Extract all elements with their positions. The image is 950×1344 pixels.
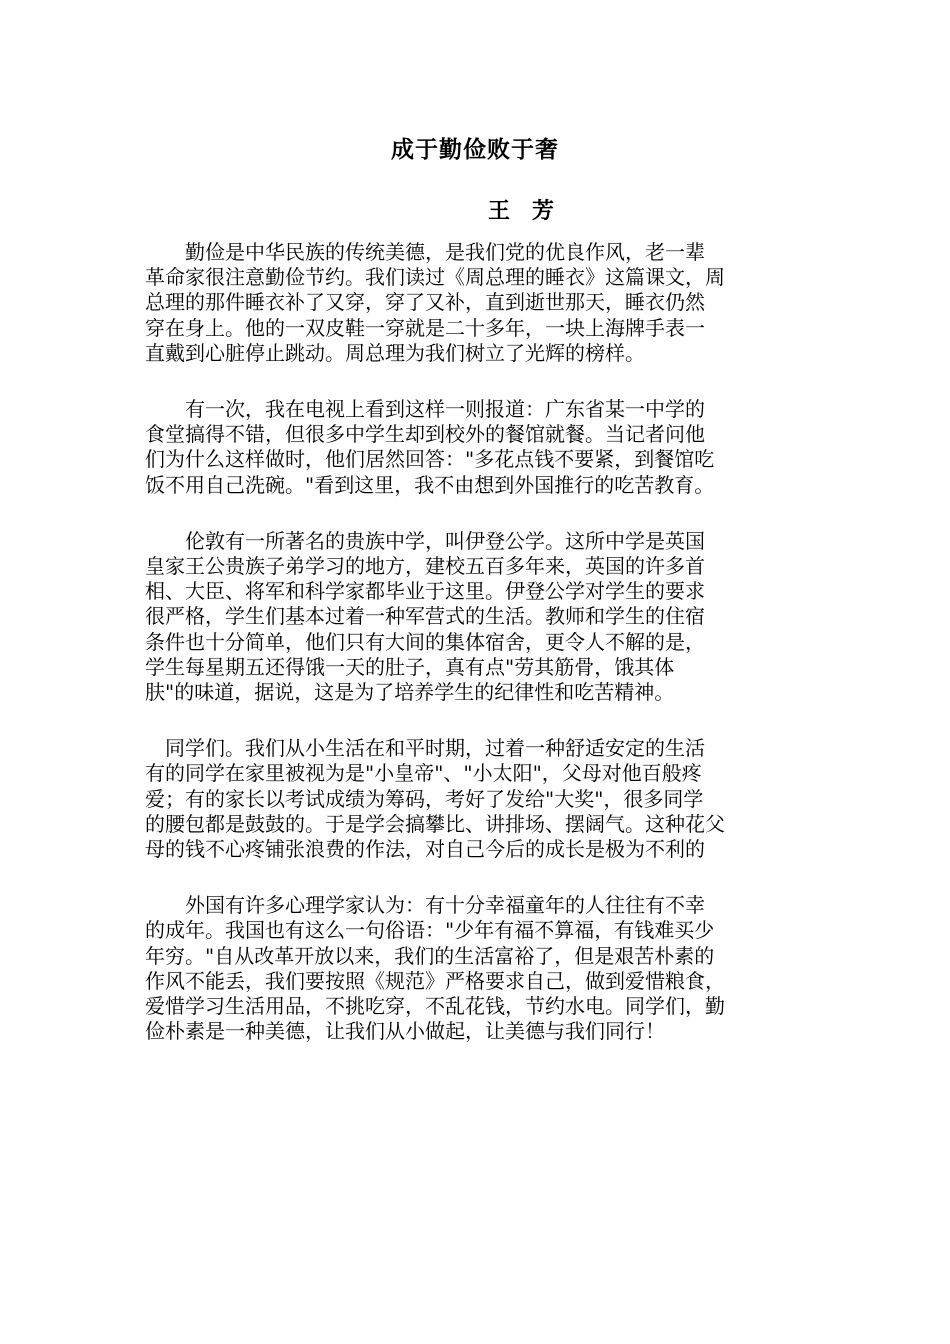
- paragraph-line: 的腰包都是鼓鼓的。于是学会搞攀比、讲排场、摆阔气。这种花父: [145, 811, 725, 836]
- paragraph-4: [145, 736, 810, 862]
- document-body: [145, 240, 810, 1075]
- paragraph-line: 条件也十分简单，他们只有大间的集体宿舍，更令人不解的是，: [145, 629, 705, 654]
- paragraph-line: 年穷。"自从改革开放以来，我们的生活富裕了，但是艰苦朴素的: [145, 943, 715, 968]
- paragraph-line: 爱惜学习生活用品，不挑吃穿，不乱花钱，节约水电。同学们，勤: [145, 994, 725, 1019]
- paragraph-line: 很严格，学生们基本过着一种军营式的生活。教师和学生的住宿: [145, 604, 705, 629]
- paragraph-5: [145, 893, 810, 1044]
- paragraph-line: 革命家很注意勤俭节约。我们读过《周总理的睡衣》这篇课文，周: [145, 265, 725, 290]
- paragraph-line: 有的同学在家里被视为是"小皇帝"、"小太阳"，父母对他百般疼: [145, 761, 702, 786]
- paragraph-line: 食堂搞得不错，但很多中学生却到校外的餐馆就餐。当记者问他: [145, 422, 705, 447]
- paragraph-line: 皇家王公贵族子弟学习的地方，建校五百多年来，英国的许多首: [145, 554, 705, 579]
- paragraph-line: 穿在身上。他的一双皮鞋一穿就是二十多年，一块上海牌手表一: [145, 315, 705, 340]
- paragraph-line: 勤俭是中华民族的传统美德，是我们党的优良作风，老一辈: [145, 240, 705, 264]
- paragraph-line: 相、大臣、将军和科学家都毕业于这里。伊登公学对学生的要求: [145, 579, 705, 604]
- paragraph-line: 爱；有的家长以考试成绩为筹码，考好了发给"大奖"，很多同学: [145, 786, 704, 811]
- paragraph-line: 饭不用自己洗碗。"看到这里，我不由想到外国推行的吃苦教育。: [145, 472, 715, 497]
- paragraph-1: [145, 240, 810, 366]
- paragraph-line: 有一次，我在电视上看到这样一则报道：广东省某一中学的: [145, 397, 705, 422]
- paragraph-line: 同学们。我们从小生活在和平时期，过着一种舒适安定的生活: [145, 736, 705, 761]
- paragraph-line: 们为什么这样做时，他们居然回答："多花点钱不要紧，到餐馆吃: [145, 447, 715, 472]
- paragraph-line: 外国有许多心理学家认为：有十分幸福童年的人往往有不幸: [145, 893, 705, 918]
- document-title: 成于勤俭败于奢: [391, 136, 559, 163]
- paragraph-2: [145, 397, 810, 498]
- paragraph-line: 伦敦有一所著名的贵族中学，叫伊登公学。这所中学是英国: [145, 528, 705, 553]
- paragraph-line: 的成年。我国也有这么一句俗语："少年有福不算福，有钱难买少: [145, 918, 715, 943]
- paragraph-line: 总理的那件睡衣补了又穿，穿了又补，直到逝世那天，睡衣仍然: [145, 290, 705, 315]
- paragraph-3: [145, 529, 810, 705]
- paragraph-line: 母的钱不心疼铺张浪费的作法，对自己今后的成长是极为不利的: [145, 837, 705, 862]
- paragraph-line: 作风不能丢，我们要按照《规范》严格要求自己，做到爱惜粮食，: [145, 968, 725, 993]
- paragraph-line: 直戴到心脏停止跳动。周总理为我们树立了光辉的榜样。: [145, 340, 645, 365]
- paragraph-line: 肤"的味道，据说，这是为了培养学生的纪律性和吃苦精神。: [145, 680, 675, 705]
- document-author: 王 芳: [488, 198, 555, 224]
- paragraph-line: 学生每星期五还得饿一天的肚子，真有点"劳其筋骨，饿其体: [145, 654, 675, 679]
- paragraph-line: 俭朴素是一种美德，让我们从小做起，让美德与我们同行！: [145, 1019, 665, 1044]
